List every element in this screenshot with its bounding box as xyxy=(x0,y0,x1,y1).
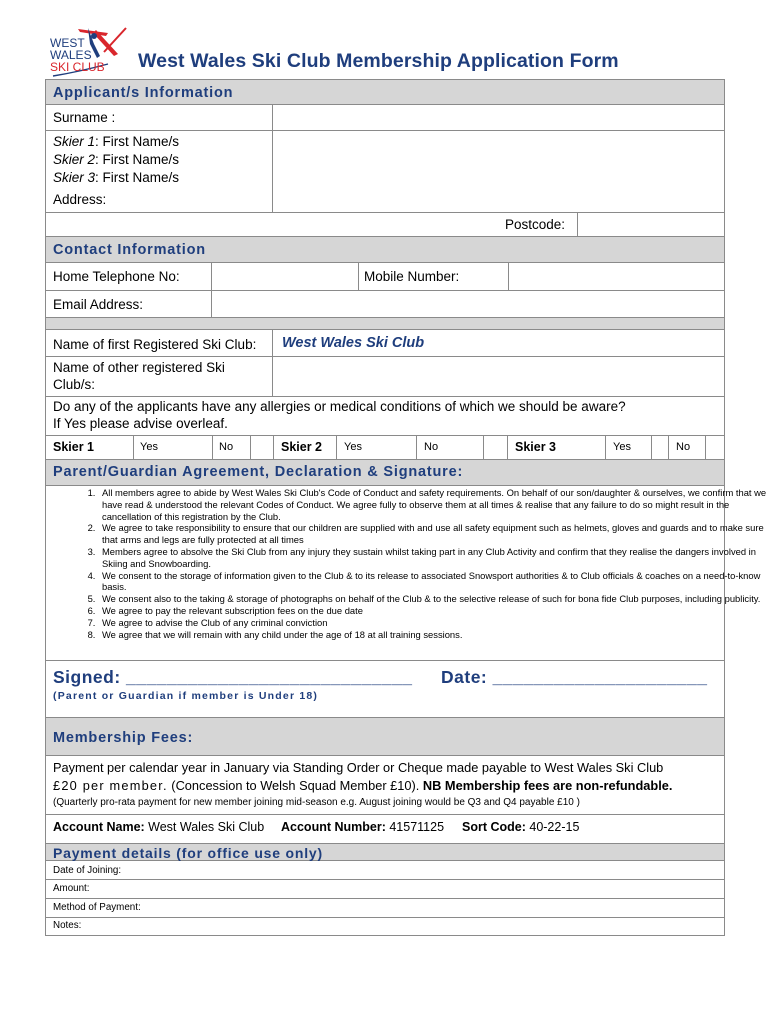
other-club-label-1: Name of other registered Ski xyxy=(53,360,225,375)
agreement-item: 7. We agree to advise the Club of any criminal conviction xyxy=(98,617,768,629)
skier2-no-option[interactable]: No xyxy=(424,441,439,453)
other-clubs-field[interactable] xyxy=(273,357,724,395)
account-number: Account Number: 41571125 xyxy=(281,820,445,834)
medical-skier1-label: Skier 1 xyxy=(53,440,95,454)
logo-line-3: SKI CLUB xyxy=(50,60,105,74)
agreement-item: 6. We agree to pay the relevant subscription fees on the due date xyxy=(98,605,768,617)
medical-skier3-label: Skier 3 xyxy=(515,440,557,454)
sort-code: Sort Code: 40-22-15 xyxy=(462,820,580,834)
first-names-field[interactable] xyxy=(273,131,724,191)
postcode-field[interactable] xyxy=(578,213,724,236)
fees-concession: (Concession to Welsh Squad Member £10). xyxy=(167,778,423,793)
signature-note: (Parent or Guardian if member is Under 18) xyxy=(53,690,319,702)
account-name: Account Name: West Wales Ski Club xyxy=(53,820,265,834)
payment-method-field[interactable]: Method of Payment: xyxy=(53,902,141,913)
club-logo xyxy=(48,26,130,78)
section-heading-agreement: Parent/Guardian Agreement, Declaration & Signature: xyxy=(53,464,464,480)
medical-advise: If Yes please advise overleaf. xyxy=(53,416,228,431)
medical-question: Do any of the applicants have any allergies or medical conditions of which we should be aware? xyxy=(53,399,626,414)
amount-field[interactable]: Amount: xyxy=(53,883,90,894)
page-title: West Wales Ski Club Membership Application Form xyxy=(138,50,619,72)
fees-line-2 xyxy=(53,778,672,793)
address-label: Address: xyxy=(53,192,107,207)
medical-skier2-label: Skier 2 xyxy=(281,440,323,454)
logo-line-2: WALES xyxy=(50,48,92,62)
surname-label: Surname : xyxy=(53,110,116,125)
mobile-number-field[interactable] xyxy=(509,264,724,289)
fees-nonrefundable: NB Membership fees are non-refundable. xyxy=(422,778,673,793)
skier1-yes-option[interactable]: Yes xyxy=(140,441,158,453)
date-of-joining-field[interactable]: Date of Joining: xyxy=(53,865,122,876)
date-field[interactable]: Date: _____________________ xyxy=(441,667,708,687)
skier3-yes-option[interactable]: Yes xyxy=(613,441,631,453)
section-heading-fees: Membership Fees: xyxy=(53,730,194,746)
other-club-label-2: Club/s: xyxy=(53,377,96,392)
fees-line-1: Payment per calendar year in January via Standing Order or Cheque made payable to West Wales Ski Club xyxy=(53,760,664,775)
logo-icon xyxy=(48,26,130,78)
fees-amount: £20 per member. xyxy=(53,778,168,793)
agreement-item: 8. We agree that we will remain with any child under the age of 18 at all training sessions. xyxy=(98,629,768,641)
agreement-item: 5. We consent also to the taking & storage of photographs on behalf of the Club & to the selective release of such for bona fide Club purposes, including publicity. xyxy=(98,593,768,605)
skier2-first-name-label: Skier 2: First Name/s xyxy=(53,152,180,167)
surname-field[interactable] xyxy=(273,106,724,129)
agreement-item: 3. Members agree to absolve the Ski Club from any injury they sustain whilst taking part in any Club Activity and confirm that they realise the dangers involved in Skiing and Snowboarding. xyxy=(98,546,768,570)
notes-field[interactable]: Notes: xyxy=(53,920,82,931)
section-heading-contact: Contact Information xyxy=(53,242,206,258)
skier3-first-name-label: Skier 3: First Name/s xyxy=(53,170,180,185)
section-heading-office: Payment details (for office use only) xyxy=(53,845,323,861)
agreement-item: 1. All members agree to abide by West Wales Ski Club's Code of Conduct and safety requirements. On behalf of our son/daughter & ourselves, we confirm that we have read & understood the relevant Codes of Conduct. We agree fully to observe them at all times & realise that any failure to do so might result in the cancellation of this registration by the Club. xyxy=(98,487,768,522)
spacer-band xyxy=(45,317,725,330)
logo-line-1: WEST xyxy=(50,36,85,50)
agreement-list xyxy=(50,487,768,640)
home-telephone-field[interactable] xyxy=(212,264,357,289)
mobile-number-label: Mobile Number: xyxy=(364,269,460,284)
first-club-value: West Wales Ski Club xyxy=(282,335,425,351)
section-heading-applicant: Applicant/s Information xyxy=(53,85,234,101)
email-label: Email Address: xyxy=(53,297,144,312)
fees-quarterly-note: (Quarterly pro-rata payment for new member joining mid-season e.g. August joining would be Q3 and Q4 payable £10 ) xyxy=(53,797,580,808)
agreement-item: 4. We consent to the storage of information given to the Club & to its release to associated Snowsport authorities & to Club officials & coaches on a need-to-know basis. xyxy=(98,570,768,594)
skier1-no-option[interactable]: No xyxy=(219,441,234,453)
signed-field[interactable]: Signed: ____________________________ xyxy=(53,667,413,687)
agreement-item: 2. We agree to take responsibility to ensure that our children are supplied with and use all safety equipment such as helmets, gloves and guards and to make sure that arms and legs are fully protected at all times xyxy=(98,522,768,546)
home-telephone-label: Home Telephone No: xyxy=(53,269,180,284)
skier1-first-name-label: Skier 1: First Name/s xyxy=(53,134,180,149)
skier2-yes-option[interactable]: Yes xyxy=(344,441,362,453)
first-club-label: Name of first Registered Ski Club: xyxy=(53,337,257,352)
postcode-label: Postcode: xyxy=(505,217,566,232)
email-field[interactable] xyxy=(212,291,724,316)
skier3-no-option[interactable]: No xyxy=(676,441,691,453)
